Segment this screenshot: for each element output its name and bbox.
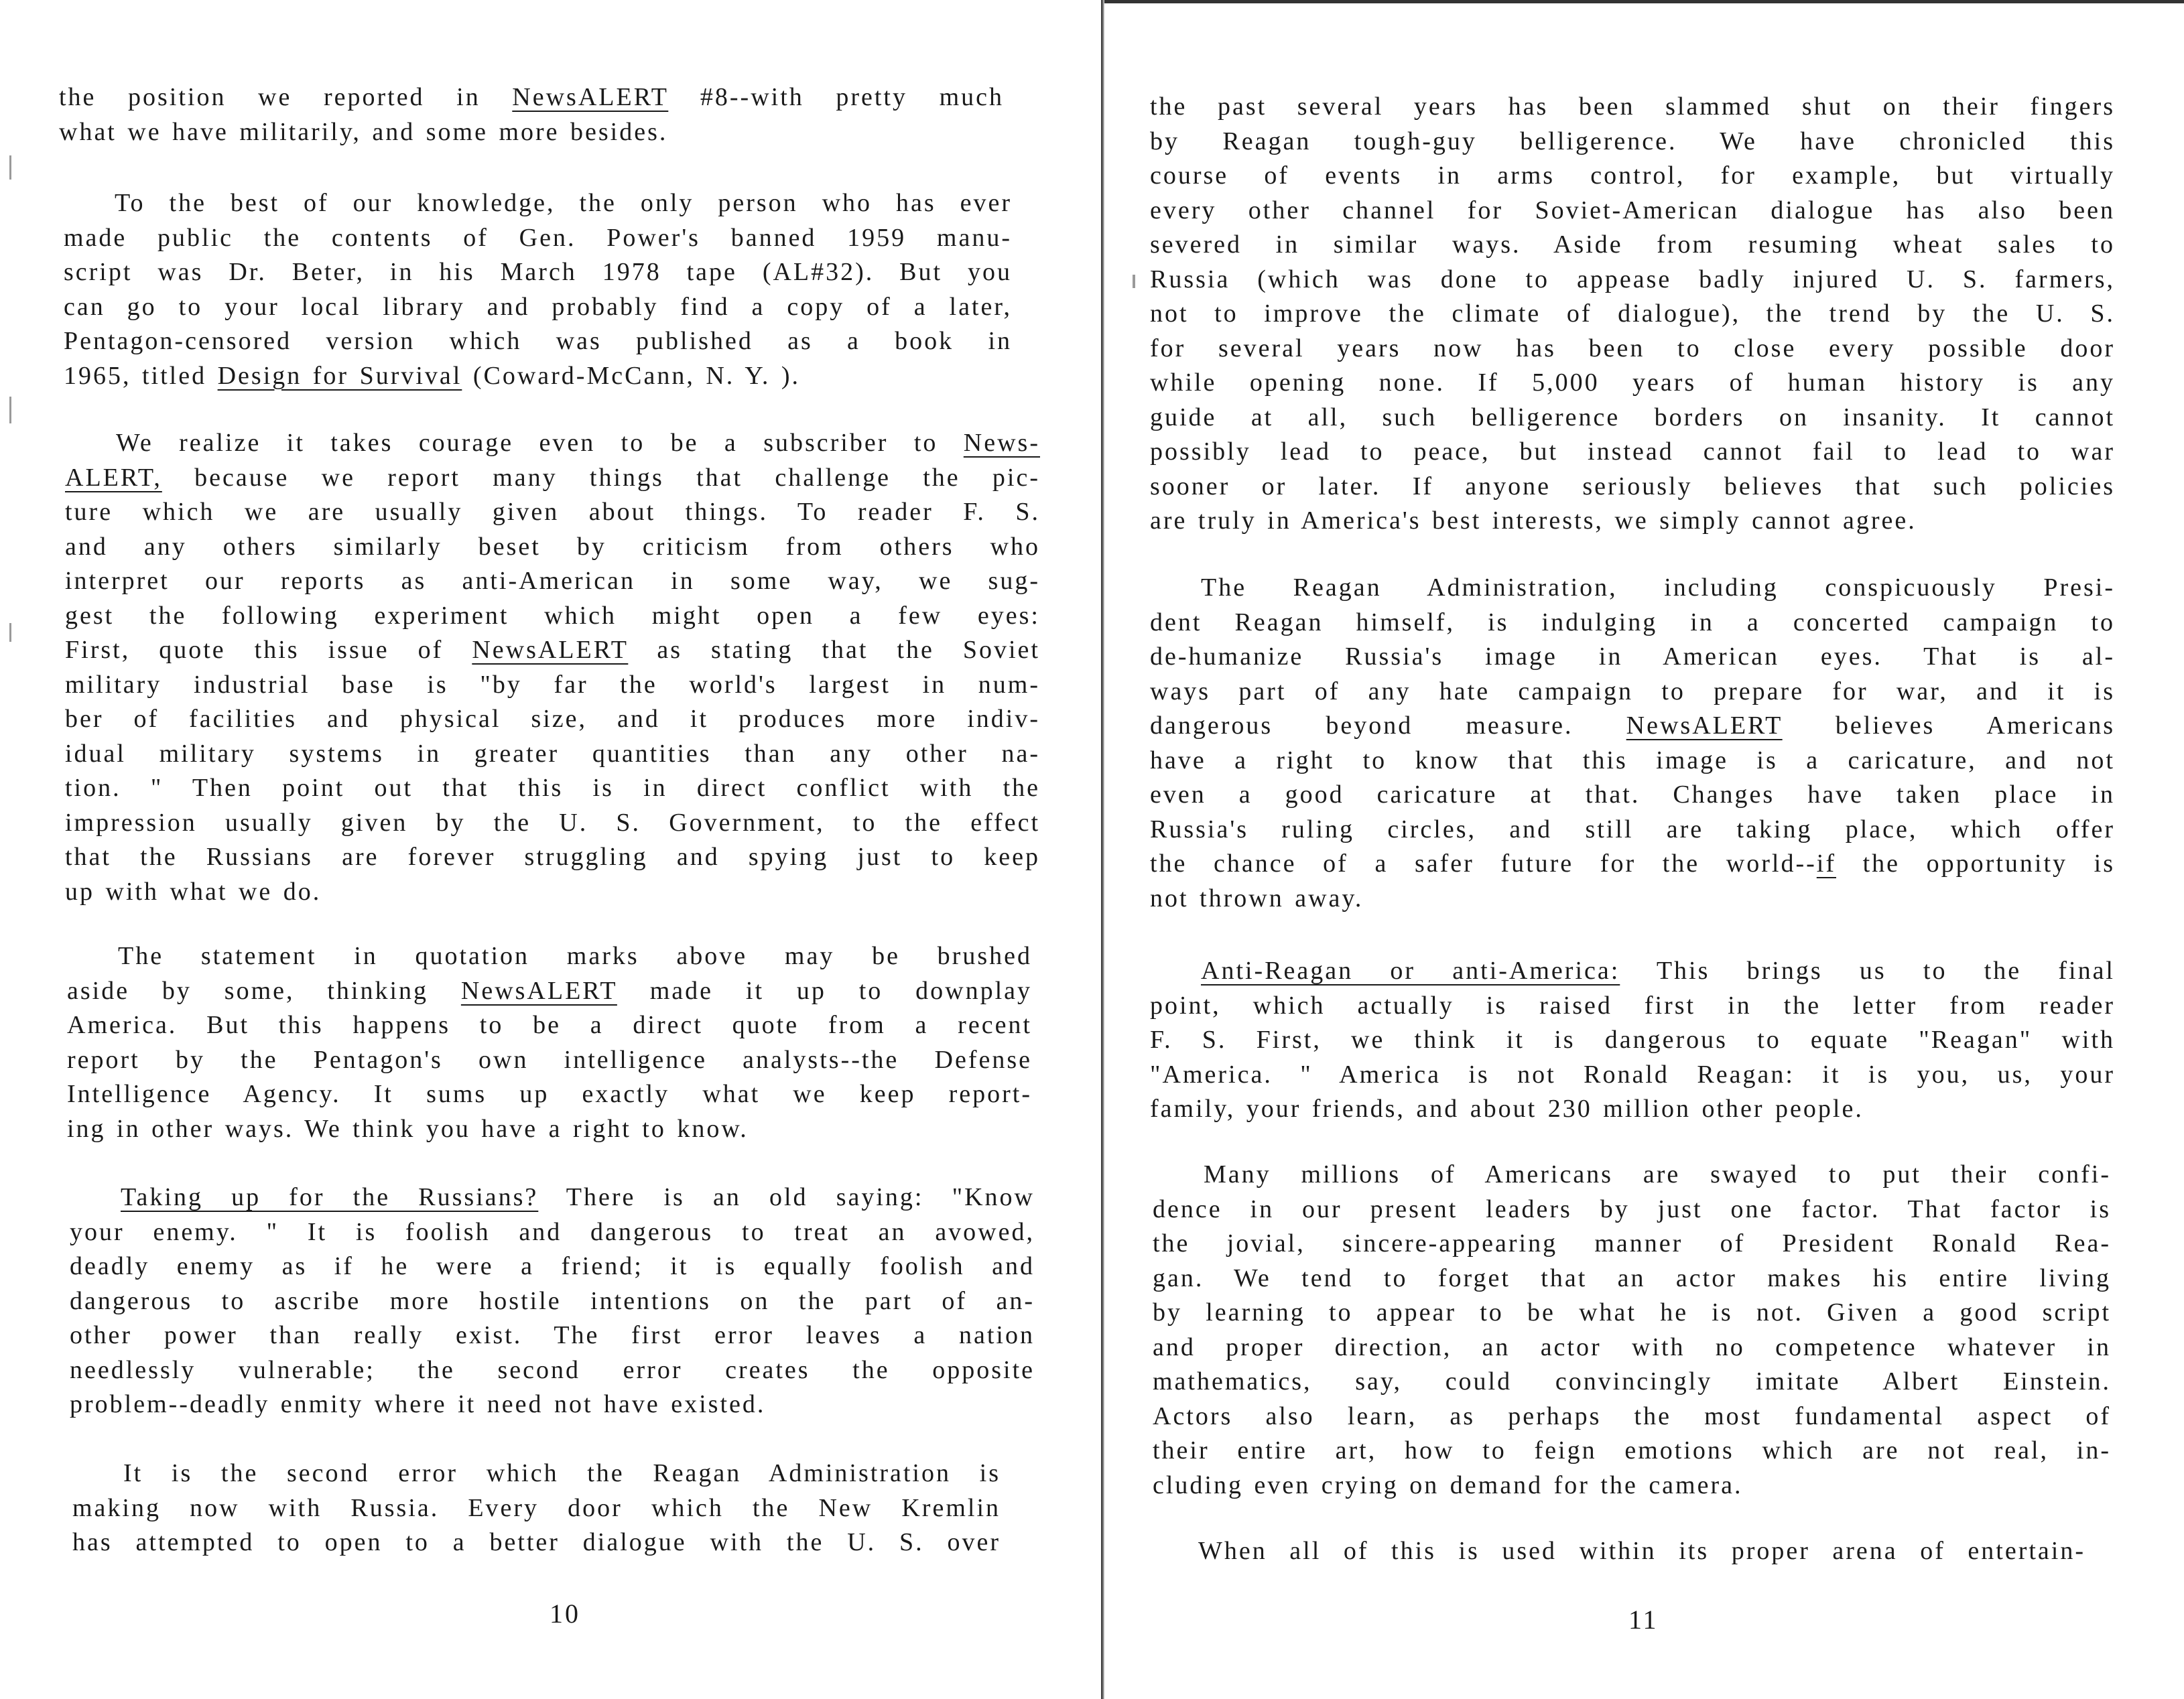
paragraph: When all of this is used within its proper arena of entertain- <box>1198 1537 2085 1565</box>
paragraph: Taking up for the Russians? There is an old saying: "Know your enemy. " It is foolish and dangerous to treat an avowed, deadly enemy as if he were a friend; it is equally foolish and dangerous to ascribe more hostile intentions on the part of an- other power than really exist. The first error leaves a nation needlessly vulnerable; the second error creates the opposite problem--deadly enmity where it need not have existed. <box>70 1183 1035 1418</box>
book-title: Design for Survival <box>217 361 462 390</box>
newsalert-title: NewsALERT <box>460 976 617 1005</box>
paragraph: We realize it takes courage even to be a subscriber to News- ALERT, because we report many things that challenge the pic- ture which we are usually given about things. To reader F. S. and any others similarly beset by criticism from others who interpret our reports as anti-American in some way, we sug- gest the following experiment which might open a few eyes: First, quote this issue of NewsALERT as stating that the Soviet military industrial base is "by far the world's largest in num- ber of facilities and physical size, and it produces more indiv- idual military systems in greater quantities than any other na- tion. " Then point out that this is in direct conflict with the impression usually given by the U. S. Government, to the effect that the Russians are forever struggling and spying just to keep up with what we do. <box>65 429 1040 906</box>
paragraph: Many millions of Americans are swayed to put their confi- dence in our present leaders by just one factor. That factor is the jovial, sincere-appearing manner of President Ronald Rea- gan. We tend to forget that an actor makes his entire living by learning to appear to be what he is not. Given a good script and proper direction, an actor with no competence whatever in mathematics, say, could convincingly imitate Albert Einstein. Actors also learn, as perhaps the most fundamental aspect of their entire art, how to feign emotions which are not real, in- cluding even crying on demand for the camera. <box>1153 1160 2111 1499</box>
paragraph: It is the second error which the Reagan Administration is making now with Russia. Every door which the New Kremlin has attempted to open to a better dialogue with the U. S. over <box>72 1459 1001 1556</box>
paragraph: To the best of our knowledge, the only person who has ever made public the contents of Gen. Power's banned 1959 manu- script was Dr. Beter, in his March 1978 tape (AL#32). But you can go to your local library and probably find a copy of a later, Pentagon-censored version which was published as a book in 1965, titled Design for Survival (Coward-McCann, N. Y. ). <box>64 189 1012 390</box>
newsalert-title: NewsALERT <box>1626 711 1783 740</box>
emphasis-if: if <box>1816 850 1836 878</box>
newsalert-title: NewsALERT <box>472 636 629 664</box>
newsalert-title: ALERT, <box>65 463 162 492</box>
right-page <box>1099 0 2184 1699</box>
paragraph: the position we reported in NewsALERT #8--with pretty much what we have militarily, and some more besides. <box>59 83 1004 146</box>
section-heading: Anti-Reagan or anti-America: <box>1201 957 1620 985</box>
newsalert-title: NewsALERT <box>512 83 669 111</box>
paragraph: Anti-Reagan or anti-America: This brings us to the final point, which actually is raised first in the letter from reader F. S. First, we think it is dangerous to equate "Reagan" with "America. " America is not Ronald Reagan: it is you, us, your family, your friends, and about 230 million other people. <box>1150 957 2115 1123</box>
page-number: 10 <box>550 1599 580 1629</box>
section-heading: Taking up for the Russians? <box>121 1183 539 1211</box>
paragraph: the past several years has been slammed shut on their fingers by Reagan tough-guy belligerence. We have chronicled this course of events in arms control, for example, but virtually every other channel for Soviet-American dialogue has also been severed in similar ways. Aside from resuming wheat sales to Russia (which was done to appease badly injured U. S. farmers, not to improve the climate of dialogue), the trend by the U. S. for several years now has been to close every possible door while opening none. If 5,000 years of human history is any guide at all, such belligerence borders on insanity. It cannot possibly lead to peace, but instead cannot fail to lead to war sooner or later. If anyone seriously believes that such policies are truly in America's best interests, we simply cannot agree. <box>1150 92 2115 535</box>
newsalert-title: News- <box>963 429 1040 457</box>
paragraph: The statement in quotation marks above may be brushed aside by some, thinking NewsALERT made it up to downplay America. But this happens to be a direct quote from a recent report by the Pentagon's own intelligence analysts--the Defense Intelligence Agency. It sums up exactly what we keep report- ing in other ways. We think you have a right to know. <box>67 942 1032 1143</box>
page-number: 11 <box>1628 1605 1659 1635</box>
paragraph: The Reagan Administration, including conspicuously Presi- dent Reagan himself, is indulging in a concerted campaign to de-humanize Russia's image in American eyes. That is al- ways part of any hate campaign to prepare for war, and it is dangerous beyond measure. NewsALERT believes Americans have a right to know that this image is a caricature, and not even a good caricature at that. Changes have taken place in Russia's ruling circles, and still are taking place, which offer the chance of a safer future for the world--if the opportunity is not thrown away. <box>1150 573 2115 912</box>
